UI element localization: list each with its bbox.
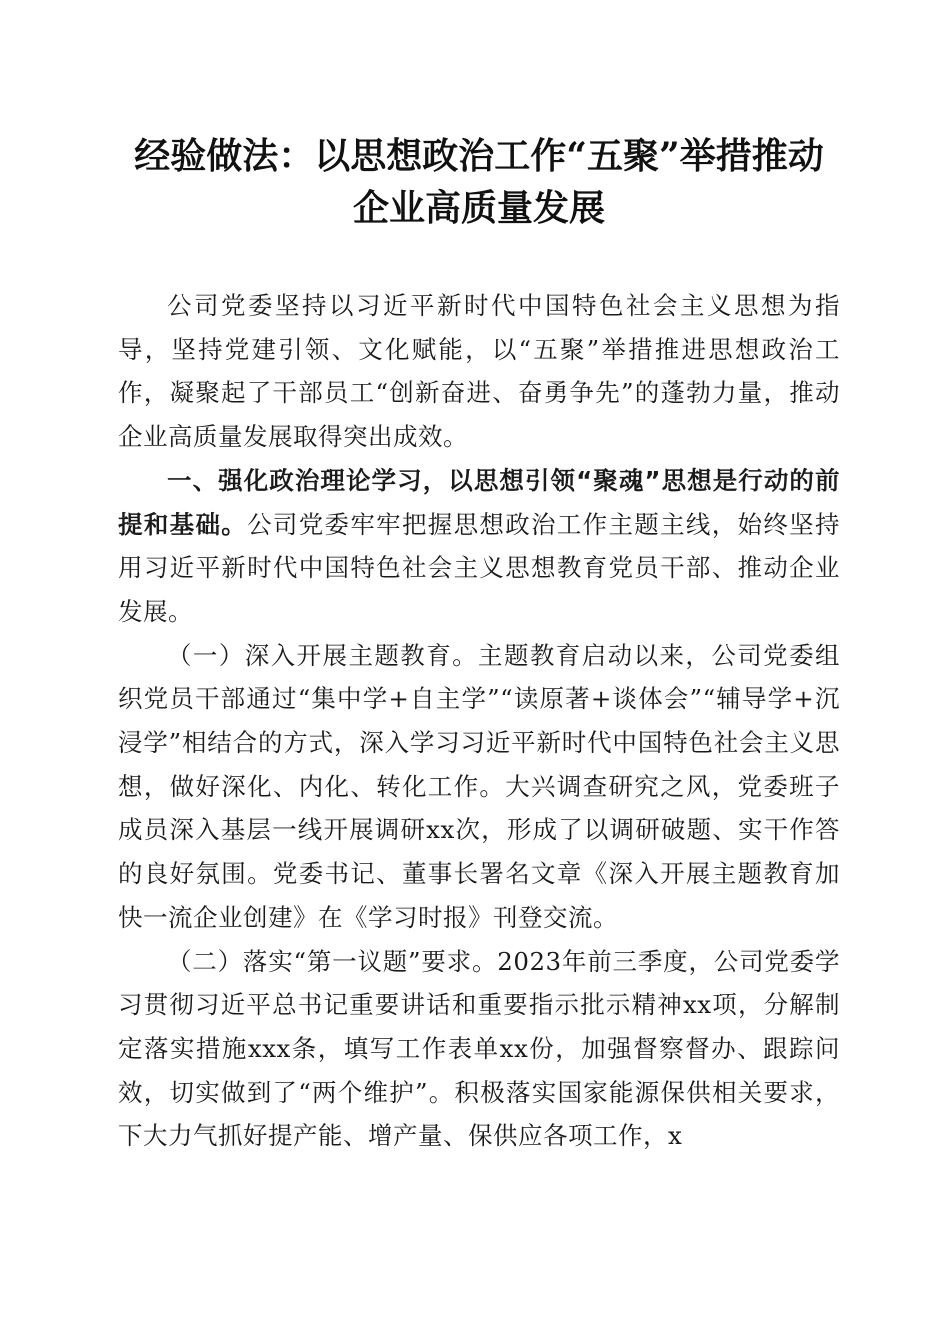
title-line-2: 企业高质量发展 [352, 187, 605, 229]
paragraph-text: 公司党委牢牢把握思想政治工作主题主线，始终坚持用习近平新时代中国特色社会主义思想教育党员干部、推动企业发展。 [118, 509, 841, 626]
paragraph-intro [118, 284, 840, 459]
paragraph-text: 2023年前三季度，公司党委学习贯彻习近平总书记重要讲话和重要指示批示精神xx项，分解制定落实措施xxx条，填写工作表单xx份，加强督察督办、跟踪问效，切实做到了“两个维护”。积极落实国家能源保供相关要求，下大力气抓好提产能、增产量、保供应各项工作，x [118, 946, 840, 1151]
title-line-1: 经验做法：以思想政治工作“五聚”举措推动 [134, 135, 824, 177]
paragraph-text: 公司党委坚持以习近平新时代中国特色社会主义思想为指导，坚持党建引领、文化赋能，以“五聚”举措推进思想政治工作，凝聚起了干部员工“创新奋进、奋勇争先”的蓬勃力量，推动企业高质量发展取得突出成效。 [118, 291, 840, 452]
paragraph-text: 主题教育启动以来，公司党委组织党员干部通过“集中学+自主学”“读原著+谈体会”“辅导学+沉浸学”相结合的方式，深入学习习近平新时代中国特色社会主义思想，做好深化、内化、转化工作。大兴调查研究之风，党委班子成员深入基层一线开展调研xx次，形成了以调研破题、实干作答的良好氛围。党委书记、董事长署名文章《深入开展主题教育加快一流企业创建》在《学习时报》刊登交流。 [118, 640, 841, 932]
paragraph-section-1 [118, 459, 840, 634]
section-heading: 一、强化政治理论学习，以思想引领“聚魂”思想是行动的前提和基础。 [118, 465, 840, 539]
document-title [118, 130, 840, 234]
paragraph-subsection-1 [118, 634, 840, 940]
subsection-heading: （一）深入开展主题教育。 [167, 640, 479, 670]
paragraph-subsection-2 [118, 940, 840, 1159]
document-page [118, 130, 840, 1158]
document-body [118, 284, 840, 1158]
subsection-heading: （二）落实“第一议题”要求。 [167, 946, 498, 976]
